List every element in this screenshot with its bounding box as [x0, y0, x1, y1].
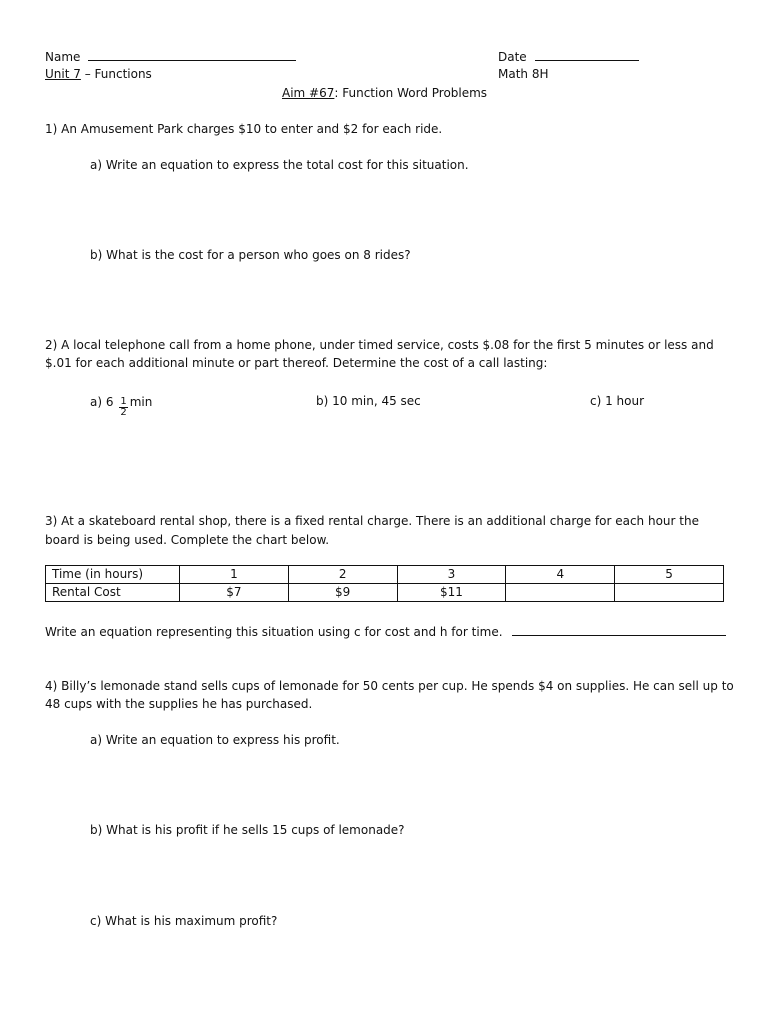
fraction-numerator: 1 — [120, 396, 127, 407]
name-blank[interactable] — [88, 49, 296, 61]
one-half-fraction — [119, 397, 127, 418]
q2-part-b: b) 10 min, 45 sec — [316, 394, 421, 408]
name-label: Name — [45, 50, 81, 64]
date-blank[interactable] — [535, 49, 639, 61]
fraction-denominator: 2 — [120, 407, 127, 418]
hours-cell-2: 2 — [288, 566, 397, 584]
aim-line — [282, 86, 487, 101]
equation-blank[interactable] — [512, 624, 726, 636]
q1-prompt: 1) An Amusement Park charges $10 to enter and $2 for each ride. — [45, 122, 443, 136]
cost-cell-3: $11 — [397, 584, 506, 602]
q2-part-a-unit: min — [129, 395, 153, 409]
hours-cell-4: 4 — [506, 566, 615, 584]
q4-part-c: c) What is his maximum profit? — [90, 914, 278, 928]
aim-title: : Function Word Problems — [334, 86, 488, 100]
hours-cell-5: 5 — [615, 566, 724, 584]
cost-cell-1: $7 — [180, 584, 289, 602]
q4-prompt-line2: 48 cups with the supplies he has purchased. — [45, 697, 313, 711]
q4-part-a: a) Write an equation to express his profit. — [90, 733, 340, 747]
name-field — [45, 49, 296, 65]
cost-cell-5[interactable] — [615, 584, 724, 602]
q3-prompt-line1: 3) At a skateboard rental shop, there is a fixed rental charge. There is an additional charge for each hour the — [45, 514, 699, 528]
q1-part-a: a) Write an equation to express the total cost for this situation. — [90, 158, 469, 172]
aim-number: Aim #67 — [282, 86, 335, 100]
q3-equation-line — [45, 624, 726, 640]
table-row-cost — [46, 584, 724, 602]
q4-prompt-line1: 4) Billy’s lemonade stand sells cups of lemonade for 50 cents per cup. He spends $4 on supplies. He can sell up to — [45, 679, 734, 693]
cost-cell-4[interactable] — [506, 584, 615, 602]
q2-part-a-prefix: a) 6 — [90, 395, 114, 409]
q4-part-b: b) What is his profit if he sells 15 cups of lemonade? — [90, 823, 405, 837]
date-field — [498, 49, 639, 65]
q2-part-a — [90, 390, 153, 418]
date-label: Date — [498, 50, 527, 64]
table-row-time — [46, 566, 724, 584]
unit-line — [45, 67, 152, 82]
unit-number: Unit 7 — [45, 67, 81, 81]
q3-equation-prompt: Write an equation representing this situation using c for cost and h for time. — [45, 625, 503, 639]
rental-chart — [45, 565, 724, 602]
hours-cell-1: 1 — [180, 566, 289, 584]
course-name: Math 8H — [498, 67, 549, 81]
q2-part-c: c) 1 hour — [590, 394, 645, 408]
row-header-cost: Rental Cost — [46, 584, 180, 602]
q2-prompt-line1: 2) A local telephone call from a home phone, under timed service, costs $.08 for the first 5 minutes or less and — [45, 338, 714, 352]
hours-cell-3: 3 — [397, 566, 506, 584]
q3-prompt-line2: board is being used. Complete the chart below. — [45, 533, 330, 547]
cost-cell-2: $9 — [288, 584, 397, 602]
row-header-time: Time (in hours) — [46, 566, 180, 584]
q1-part-b: b) What is the cost for a person who goes on 8 rides? — [90, 248, 411, 262]
unit-title: – Functions — [80, 67, 152, 81]
q2-prompt-line2: $.01 for each additional minute or part thereof. Determine the cost of a call lasting: — [45, 356, 548, 370]
